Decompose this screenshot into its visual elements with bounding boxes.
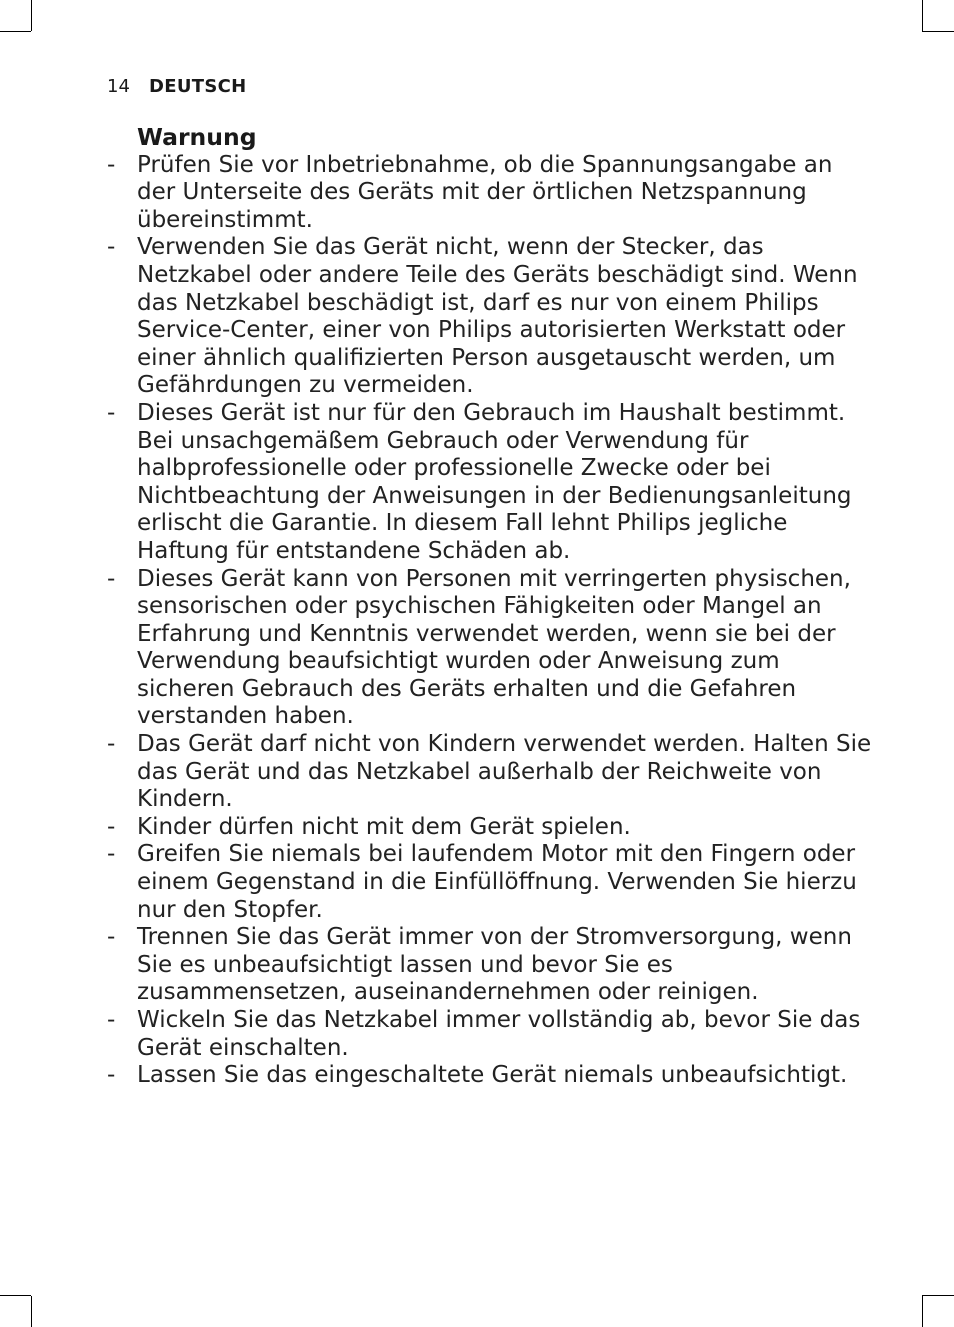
list-item [107, 841, 877, 924]
list-item-text: Das Gerät darf nicht von Kindern verwendet werden. Halten Sie das Gerät und das Netzkabel außerhalb der Reichweite von Kindern. [137, 731, 872, 813]
bullet-dash: - [107, 151, 116, 178]
list-item [107, 1062, 877, 1090]
bullet-dash: - [107, 234, 116, 261]
crop-mark [0, 1295, 31, 1296]
bullet-dash: - [107, 1007, 116, 1033]
section-heading: Warnung [137, 123, 257, 151]
bullet-dash: - [107, 1062, 116, 1089]
crop-mark [0, 31, 31, 32]
list-item-text: Prüfen Sie vor Inbetriebnahme, ob die Spannungsangabe an der Unterseite des Geräts mit der örtlichen Netzspannung übereinstimmt. [137, 151, 833, 233]
page-header [107, 75, 246, 99]
bullet-dash: - [107, 565, 116, 592]
list-item [107, 814, 877, 842]
list-item [107, 731, 877, 814]
warning-list [107, 152, 877, 1090]
crop-mark [922, 0, 923, 31]
list-item-text: Kinder dürfen nicht mit dem Gerät spielen. [137, 813, 631, 840]
list-item [107, 152, 877, 235]
list-item [107, 400, 877, 566]
list-item-text: Trennen Sie das Gerät immer von der Stromversorgung, wenn Sie es unbeaufsichtigt lassen und bevor Sie es zusammensetzen, auseinandernehmen oder reinigen. [137, 924, 852, 1006]
list-item-text: Verwenden Sie das Gerät nicht, wenn der Stecker, das Netzkabel oder andere Teile des Geräts beschädigt sind. Wenn das Netzkabel beschädigt ist, darf es nur von einem Philips Service-Center, einer von Philips autorisierten Werkstatt oder einer ähnlich qualifizierten Person ausgetauscht werden, um Gefährdungen zu vermeiden. [137, 234, 858, 399]
list-item-text: Dieses Gerät ist nur für den Gebrauch im Haushalt bestimmt. [137, 399, 846, 426]
list-item-text: Bei unsachgemäßem Gebrauch oder Verwendung für halbprofessionelle oder professionelle Zwecke oder bei Nichtbeachtung der Anweisungen in der Bedienungsanleitung erlischt die Garantie. In diesem Fall lehnt Philips jegliche Haftung für entstandene Schäden ab. [137, 427, 852, 564]
crop-mark [31, 1296, 32, 1327]
list-item [107, 566, 877, 732]
list-item-text: Wickeln Sie das Netzkabel immer vollständig ab, bevor Sie das Gerät einschalten. [137, 1007, 861, 1061]
language-label: DEUTSCH [149, 76, 247, 97]
crop-mark [922, 1296, 923, 1327]
list-item [107, 234, 877, 400]
list-item [107, 924, 877, 1007]
list-item [107, 1007, 877, 1062]
list-item-text: Lassen Sie das eingeschaltete Gerät niemals unbeaufsichtigt. [137, 1062, 848, 1089]
bullet-dash: - [107, 731, 116, 758]
crop-mark [922, 1295, 954, 1296]
bullet-dash: - [107, 841, 116, 868]
bullet-dash: - [107, 924, 116, 951]
bullet-dash: - [107, 399, 116, 426]
bullet-dash: - [107, 813, 116, 840]
list-item-text: Greifen Sie niemals bei laufendem Motor mit den Fingern oder einem Gegenstand in die Einfüllöffnung. Verwenden Sie hierzu nur den Stopfer. [137, 841, 857, 923]
crop-mark [922, 31, 954, 32]
crop-mark [31, 0, 32, 31]
warning-section [107, 124, 877, 1090]
page-number: 14 [107, 76, 130, 97]
list-item-text: Dieses Gerät kann von Personen mit verringerten physischen, sensorischen oder psychischen Fähigkeiten oder Mangel an Erfahrung und Kenntnis verwendet werden, wenn sie bei der Verwendung beaufsichtigt wurden oder Anweisung zum sicheren Gebrauch des Geräts erhalten und die Gefahren verstanden haben. [137, 565, 851, 730]
